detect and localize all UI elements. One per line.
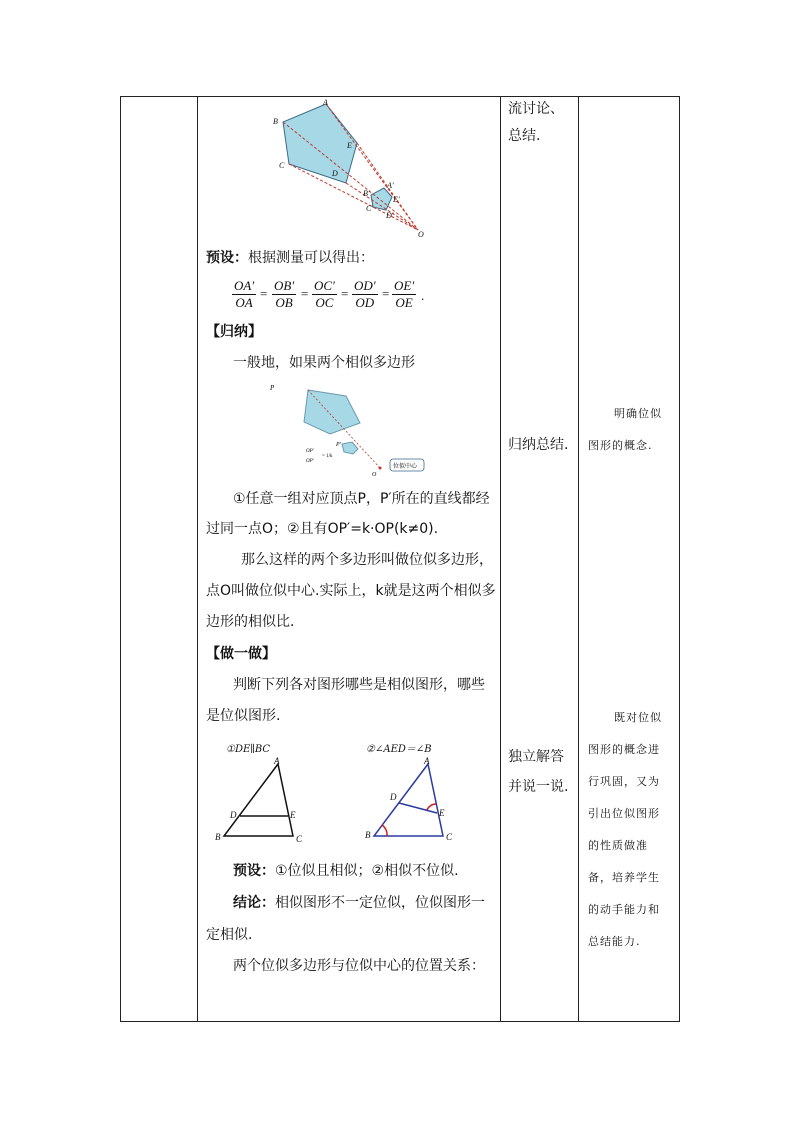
- tri1-label-b: B: [215, 832, 221, 842]
- ratio-oc: $\frac{OC'}{OC}$: [314, 278, 335, 310]
- center-point: [379, 467, 382, 470]
- summary-def-line1: 那么这样的两个多边形叫做位似多边形，: [241, 552, 493, 568]
- triangle-angle-figure: [360, 756, 460, 848]
- intent-note2-line7: 的动手能力和: [588, 903, 660, 916]
- label-e: E: [347, 141, 352, 150]
- preset-label: 预设：: [206, 250, 248, 266]
- angle-arc-e: [427, 804, 436, 810]
- summary-def-line3: 边形的相似比.: [206, 614, 295, 630]
- label-e-prime: E': [393, 195, 400, 204]
- intent-note2-line6: 备，培养学生: [588, 871, 660, 884]
- intent-note2-line3: 行巩固，又为: [588, 775, 660, 788]
- summary-point1-line2: 过同一点O；②且有OP′=k·OP(k≠0).: [206, 521, 439, 537]
- label-a-prime: A': [387, 181, 394, 190]
- tri2-label-e: E: [439, 808, 445, 818]
- triangle2-caption: ②∠AED＝∠B: [366, 744, 432, 755]
- ratio-note-num: OP′: [306, 449, 314, 454]
- tri2-label-b: B: [365, 830, 371, 840]
- activity-solve-line1: 独立解答: [508, 749, 564, 765]
- practice-heading: 【做一做】: [206, 646, 276, 662]
- activity-induce: 归纳总结.: [508, 437, 569, 453]
- tri1-label-c: C: [296, 834, 303, 844]
- tri1-label-e: E: [290, 810, 296, 820]
- intent-note2-line5: 的性质做准: [588, 839, 648, 852]
- practice-task-line2: 是位似图形.: [206, 708, 281, 724]
- label-p: P: [270, 384, 275, 392]
- tri1-label-d: D: [230, 810, 237, 820]
- column-divider-1: [197, 96, 198, 1021]
- label-a: A: [323, 98, 328, 107]
- ratio-oe: $\frac{OE'}{OE}$: [394, 278, 415, 310]
- center-label: 位似中心: [393, 463, 418, 470]
- triangle-abc-1: [224, 764, 293, 836]
- homothety-center-figure: [270, 382, 430, 478]
- large-pentagon: [283, 104, 357, 183]
- practice-preset-label: 预设：: [233, 863, 275, 879]
- column-divider-3: [578, 96, 579, 1021]
- label-d-prime: D': [386, 211, 394, 220]
- large-pentagon-2: [304, 390, 360, 434]
- intent-note2-line2: 图形的概念进: [588, 743, 660, 756]
- ratio-note-eq: = 1/k: [322, 454, 333, 459]
- activity-solve-line2: 并说一说.: [508, 779, 569, 795]
- intent-note2-line4: 引出位似图形: [588, 807, 660, 820]
- practice-conclusion-label: 结论：: [233, 895, 275, 911]
- activity-discuss-line2: 总结.: [508, 128, 541, 144]
- label-b: B: [273, 117, 278, 126]
- summary-def-line2: 点O叫做位似中心.实际上，k就是这两个相似多: [206, 583, 496, 599]
- activity-discuss-line1: 流讨论、: [508, 101, 564, 117]
- intent-note2-line1: 既对位似: [614, 711, 662, 724]
- tri2-label-a: A: [424, 756, 430, 766]
- practice-task-line1: 判断下列各对图形哪些是相似图形，哪些: [233, 677, 485, 693]
- preset-measurement: [206, 248, 374, 268]
- small-pentagon-2: [342, 442, 358, 454]
- practice-conclusion-line2: 定相似.: [206, 927, 253, 943]
- label-o: O: [418, 230, 424, 239]
- label-o-2: O: [372, 472, 377, 478]
- ratio-od: $\frac{OD'}{OD}$: [354, 278, 376, 310]
- label-b-prime: B': [363, 189, 370, 198]
- preset-text: 根据测量可以得出：: [248, 250, 374, 266]
- summary-intro: 一般地，如果两个相似多边形: [233, 355, 415, 371]
- homothety-pentagon-figure: [260, 98, 430, 240]
- label-c: C: [279, 161, 285, 170]
- summary-heading: 【归纳】: [206, 324, 262, 340]
- ratio-ob: $\frac{OB'}{OB}$: [274, 278, 295, 310]
- ratio-note-den: OP′: [306, 459, 314, 464]
- label-c-prime: C': [366, 204, 374, 213]
- practice-conclusion-line1: 相似图形不一定位似，位似图形一: [275, 895, 485, 911]
- intent-note1-line2: 图形的概念.: [588, 439, 653, 452]
- practice-preset-text: ①位似且相似；②相似不位似.: [275, 863, 459, 879]
- triangle-parallel-figure: [210, 756, 310, 848]
- triangle1-caption: ①DE∥BC: [226, 744, 271, 755]
- tri2-label-c: C: [446, 832, 453, 842]
- summary-point1-line1: ①任意一组对应顶点P，P′所在的直线都经: [233, 491, 490, 507]
- label-p-prime: P′: [336, 442, 341, 448]
- practice-conclusion: [233, 893, 485, 913]
- tri1-label-a: A: [274, 756, 280, 766]
- column-divider-2: [500, 96, 501, 1021]
- label-d: D: [332, 169, 338, 178]
- tri2-label-d: D: [390, 792, 397, 802]
- intent-note2-line8: 总结能力.: [588, 935, 641, 948]
- ratio-oa: $\frac{OA'}{OA}$: [234, 278, 255, 310]
- triangle-abc-2: [374, 764, 443, 836]
- practice-relation: 两个位似多边形与位似中心的位置关系：: [233, 958, 485, 974]
- angle-arc-b: [382, 825, 387, 836]
- practice-preset: [233, 861, 459, 881]
- intent-note1-line1: 明确位似: [614, 407, 662, 420]
